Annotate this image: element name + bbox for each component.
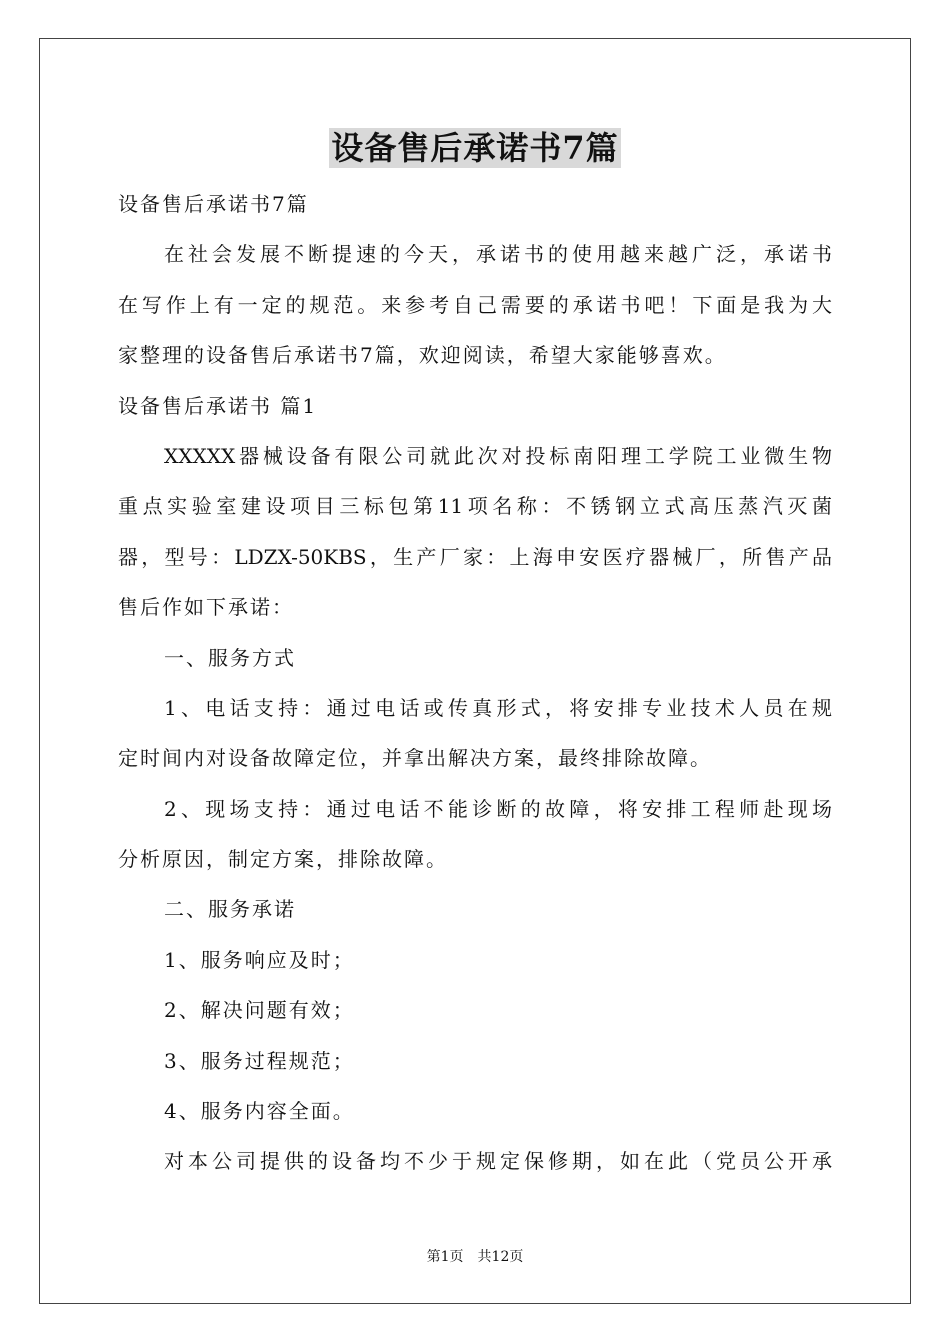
list-item: 3、服务过程规范； — [164, 1048, 355, 1073]
list-item: 1、服务响应及时； — [164, 947, 355, 972]
subheading-line: 一、服务方式 — [164, 645, 296, 670]
paragraph-line: 家整理的设备售后承诺书7篇，欢迎阅读，希望大家能够喜欢。 — [118, 343, 727, 368]
title-container — [0, 128, 950, 168]
list-item: 2、解决问题有效； — [164, 998, 355, 1023]
paragraph-line: 对本公司提供的设备均不少于规定保修期，如在此（党员公开承 — [164, 1149, 832, 1174]
section-heading: 设备售后承诺书 篇1 — [118, 393, 318, 418]
paragraph-line: 2、现场支持：通过电话不能诊断的故障，将安排工程师赴现场 — [164, 796, 832, 821]
paragraph-line: 器，型号：LDZX-50KBS，生产厂家：上海申安医疗器械厂，所售产品 — [118, 544, 832, 569]
paragraph-line: 售后作如下承诺： — [118, 595, 294, 620]
subheading-line: 二、服务承诺 — [164, 897, 296, 922]
document-title: 设备售后承诺书7篇 — [331, 129, 619, 167]
paragraph-line: 1、电话支持：通过电话或传真形式，将安排专业技术人员在规 — [164, 695, 832, 720]
paragraph-line: 定时间内对设备故障定位，并拿出解决方案，最终排除故障。 — [118, 746, 712, 771]
page-footer: 第1页 共12页 — [426, 1249, 524, 1265]
subtitle-line: 设备售后承诺书7篇 — [118, 192, 309, 216]
paragraph-line: XXXXX器械设备有限公司就此次对投标南阳理工学院工业微生物 — [164, 443, 832, 468]
paragraph-line: 在写作上有一定的规范。来参考自己需要的承诺书吧！下面是我为大 — [118, 292, 832, 317]
paragraph-line: 在社会发展不断提速的今天，承诺书的使用越来越广泛，承诺书 — [164, 242, 832, 267]
paragraph-line: 分析原因，制定方案，排除故障。 — [118, 847, 448, 872]
document-body — [118, 179, 832, 1187]
paragraph-line: 重点实验室建设项目三标包第11项名称：不锈钢立式高压蒸汽灭菌 — [118, 494, 832, 519]
list-item: 4、服务内容全面。 — [164, 1099, 355, 1124]
